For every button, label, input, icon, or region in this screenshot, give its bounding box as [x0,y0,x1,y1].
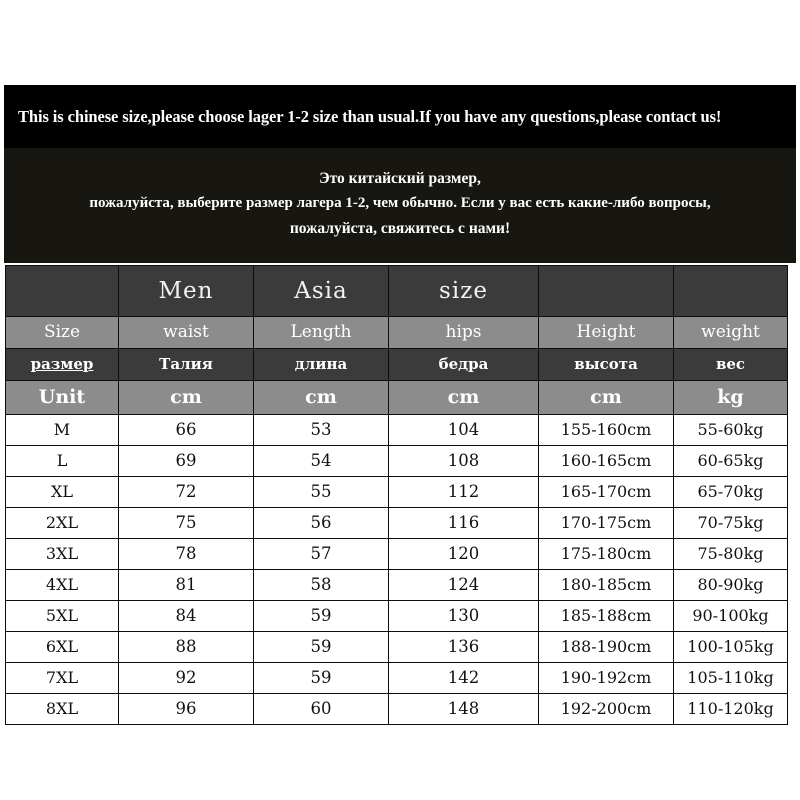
cell-weight: 55-60kg [674,415,788,446]
cell-size: 3XL [6,539,119,570]
cell-hips: 124 [389,570,539,601]
header-en-height: Height [539,317,674,349]
cell-waist: 75 [119,508,254,539]
header-en-hips: hips [389,317,539,349]
cell-hips: 130 [389,601,539,632]
cell-length: 56 [254,508,389,539]
table-header-english-row [6,317,788,349]
cell-waist: 88 [119,632,254,663]
cell-length: 59 [254,601,389,632]
table-row [6,415,788,446]
title-cell-blank-left [6,266,119,317]
russian-notice-banner [4,148,796,263]
table-row [6,694,788,725]
header-en-waist: waist [119,317,254,349]
table-header-unit-row [6,381,788,415]
cell-weight: 80-90kg [674,570,788,601]
table-row [6,632,788,663]
english-notice-banner [4,85,796,148]
cell-height: 155-160cm [539,415,674,446]
cell-height: 180-185cm [539,570,674,601]
cell-hips: 120 [389,539,539,570]
cell-size: 2XL [6,508,119,539]
cell-length: 57 [254,539,389,570]
cell-size: 5XL [6,601,119,632]
cell-waist: 78 [119,539,254,570]
cell-height: 170-175cm [539,508,674,539]
cell-hips: 112 [389,477,539,508]
table-row [6,601,788,632]
header-ru-weight: вес [674,349,788,381]
cell-waist: 96 [119,694,254,725]
notice-banner [4,85,796,263]
table-row [6,570,788,601]
table-row [6,663,788,694]
cell-length: 53 [254,415,389,446]
cell-size: L [6,446,119,477]
cell-height: 192-200cm [539,694,674,725]
russian-notice-line-2: пожалуйста, выберите размер лагера 1-2, чем обычно. Если у вас есть какие-либо вопросы, [89,195,711,212]
cell-height: 190-192cm [539,663,674,694]
english-notice-text: This is chinese size,please choose lager 1-2 size than usual.If you have any questions,please contact us! [18,106,722,126]
cell-size: 6XL [6,632,119,663]
cell-waist: 81 [119,570,254,601]
cell-weight: 105-110kg [674,663,788,694]
cell-height: 160-165cm [539,446,674,477]
cell-length: 60 [254,694,389,725]
cell-weight: 65-70kg [674,477,788,508]
cell-weight: 70-75kg [674,508,788,539]
cell-size: XL [6,477,119,508]
cell-size: 8XL [6,694,119,725]
header-unit-length: cm [254,381,389,415]
header-unit-hips: cm [389,381,539,415]
cell-height: 185-188cm [539,601,674,632]
table-row [6,477,788,508]
cell-hips: 142 [389,663,539,694]
cell-waist: 66 [119,415,254,446]
cell-height: 188-190cm [539,632,674,663]
table-row [6,539,788,570]
header-en-length: Length [254,317,389,349]
cell-hips: 104 [389,415,539,446]
cell-waist: 84 [119,601,254,632]
table-row [6,446,788,477]
header-unit-waist: cm [119,381,254,415]
header-unit-label: Unit [6,381,119,415]
cell-hips: 108 [389,446,539,477]
title-cell-asia: Asia [254,266,389,317]
cell-size: 4XL [6,570,119,601]
header-ru-height: высота [539,349,674,381]
cell-hips: 148 [389,694,539,725]
header-en-weight: weight [674,317,788,349]
header-en-size: Size [6,317,119,349]
cell-length: 58 [254,570,389,601]
cell-height: 175-180cm [539,539,674,570]
header-ru-hips: бедра [389,349,539,381]
cell-waist: 92 [119,663,254,694]
header-unit-height: cm [539,381,674,415]
russian-notice-line-3: пожалуйста, свяжитесь с нами! [289,219,511,237]
cell-waist: 72 [119,477,254,508]
title-cell-men: Men [119,266,254,317]
title-cell-blank-right [674,266,788,317]
cell-weight: 100-105kg [674,632,788,663]
russian-notice-line-1: Это китайский размер, [319,169,481,187]
header-ru-size: размер [6,349,119,381]
cell-length: 55 [254,477,389,508]
cell-hips: 136 [389,632,539,663]
cell-weight: 75-80kg [674,539,788,570]
size-chart-table [5,265,788,725]
header-ru-waist: Талия [119,349,254,381]
title-cell-size: size [389,266,539,317]
cell-hips: 116 [389,508,539,539]
title-cell-blank-mid [539,266,674,317]
table-title-row [6,266,788,317]
table-row [6,508,788,539]
header-ru-length: длина [254,349,389,381]
cell-length: 59 [254,663,389,694]
header-unit-weight: kg [674,381,788,415]
cell-length: 59 [254,632,389,663]
cell-size: M [6,415,119,446]
cell-length: 54 [254,446,389,477]
cell-weight: 90-100kg [674,601,788,632]
cell-height: 165-170cm [539,477,674,508]
cell-waist: 69 [119,446,254,477]
table-header-russian-row [6,349,788,381]
cell-weight: 60-65kg [674,446,788,477]
cell-weight: 110-120kg [674,694,788,725]
cell-size: 7XL [6,663,119,694]
